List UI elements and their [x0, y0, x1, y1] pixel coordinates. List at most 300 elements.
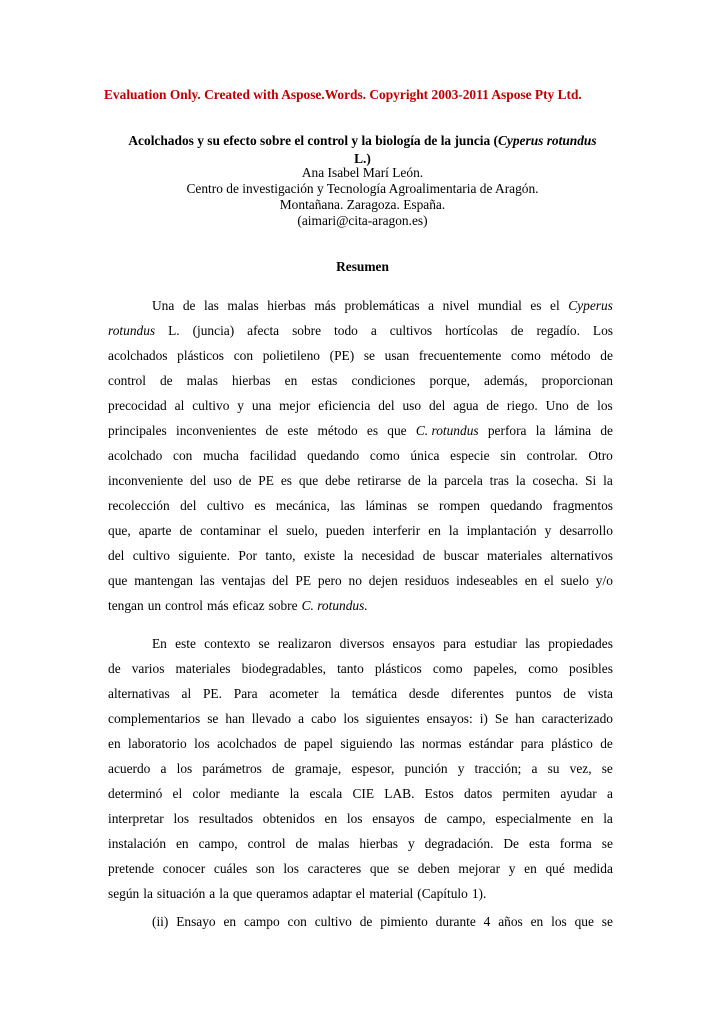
word: las	[525, 636, 540, 651]
word: se	[397, 861, 410, 876]
word: desarrollo	[559, 523, 613, 538]
word: los	[551, 914, 567, 929]
word: obtenidos	[262, 811, 315, 826]
word: de	[424, 811, 437, 826]
text-line	[108, 593, 613, 618]
word: (Capítulo	[417, 886, 468, 901]
word: años	[498, 914, 523, 929]
word: perfora	[487, 423, 527, 438]
word: diversos	[339, 636, 385, 651]
word: campo,	[446, 811, 486, 826]
word: adaptar	[312, 886, 352, 901]
word: Ensayo	[176, 914, 216, 929]
word: tracción;	[474, 761, 522, 776]
author-block	[100, 165, 625, 229]
author-email: (aimari@cita-aragon.es)	[297, 213, 428, 228]
word: sobre	[292, 323, 322, 338]
word: llevado	[251, 711, 292, 726]
word: papeles,	[473, 661, 518, 676]
word: escala	[309, 786, 343, 801]
word: existe	[303, 548, 336, 563]
word: punción	[404, 761, 448, 776]
word: mecánica,	[275, 498, 330, 513]
word: necesidad	[361, 548, 415, 563]
word: la	[289, 786, 300, 801]
word: Estos	[424, 786, 454, 801]
word: y	[237, 398, 244, 413]
evaluation-notice: Evaluation Only. Created with Aspose.Words. Copyright 2003-2011 Aspose Pty Ltd.	[104, 87, 582, 102]
word: durante	[435, 914, 476, 929]
word: especie	[450, 448, 490, 463]
word: posibles	[569, 661, 613, 676]
word: el	[550, 298, 560, 313]
word: acolchados	[217, 736, 277, 751]
word: las	[199, 573, 215, 588]
word: se	[207, 711, 219, 726]
word: y	[544, 523, 552, 538]
word: a	[531, 761, 538, 776]
word: situación	[156, 886, 206, 901]
word: interpretar	[108, 811, 164, 826]
word: método	[550, 348, 591, 363]
text-line	[108, 318, 613, 343]
word: de	[295, 836, 309, 851]
word: y	[508, 861, 516, 876]
word: la	[427, 473, 438, 488]
word: mucha	[203, 448, 239, 463]
text-line	[108, 681, 613, 706]
text-line	[108, 706, 613, 731]
text-line	[108, 468, 613, 493]
title-text: Acolchados y su efecto sobre el control y la biología de la juncia (	[128, 133, 498, 148]
word: lámina	[554, 423, 592, 438]
word: PE	[258, 473, 274, 488]
text-line	[108, 393, 613, 418]
word: parcela	[444, 473, 483, 488]
word: con	[173, 448, 193, 463]
word: plásticos	[374, 661, 422, 676]
text-line	[108, 443, 613, 468]
word: de	[422, 548, 436, 563]
word: han	[225, 711, 245, 726]
word: y	[407, 836, 415, 851]
word: los	[343, 711, 360, 726]
word: suelo	[560, 573, 589, 588]
word: son	[256, 861, 275, 876]
word: a	[607, 786, 613, 801]
word: acuerdo	[108, 761, 151, 776]
word: el	[544, 573, 554, 588]
word: del	[272, 573, 289, 588]
word: este	[175, 636, 196, 651]
word: afecta	[247, 323, 280, 338]
word: usan	[384, 348, 410, 363]
word: uso	[402, 398, 422, 413]
word: es	[530, 298, 542, 313]
word: un	[147, 598, 162, 613]
word: esta	[528, 836, 550, 851]
word: degradación.	[424, 836, 494, 851]
word: Uno	[545, 398, 569, 413]
word: han	[515, 711, 535, 726]
title-species: Cyperus rotundus	[497, 133, 597, 148]
word: del	[190, 473, 207, 488]
word: queramos	[256, 886, 309, 901]
word: PE	[295, 573, 312, 588]
word: agua	[453, 398, 479, 413]
word: mejorar	[458, 861, 501, 876]
word: hierbas	[231, 373, 271, 388]
word: (juncia)	[192, 323, 235, 338]
word: Para	[233, 686, 258, 701]
title-suffix: L.)	[354, 151, 371, 166]
word: hortícolas	[445, 323, 498, 338]
word: pero	[317, 573, 342, 588]
word: aparte	[138, 523, 172, 538]
word: C. rotundus.	[301, 598, 368, 613]
word: de	[576, 398, 590, 413]
word: varios	[131, 661, 165, 676]
word: espesor,	[351, 761, 395, 776]
word: las	[399, 736, 415, 751]
word: de	[600, 736, 613, 751]
word: en	[524, 861, 537, 876]
word: nivel	[442, 298, 470, 313]
word: fragmentos	[552, 498, 613, 513]
word: condiciones	[351, 373, 416, 388]
text-line	[108, 568, 613, 593]
word: en	[284, 373, 298, 388]
word: que	[232, 886, 253, 901]
word: se	[258, 636, 270, 651]
word: que	[387, 423, 407, 438]
word: como	[432, 661, 463, 676]
word: a	[428, 298, 435, 313]
word: en	[175, 836, 189, 851]
word: cultivo	[192, 398, 230, 413]
word: campo,	[198, 836, 238, 851]
word: ventajas	[221, 573, 266, 588]
word: residuos	[404, 573, 450, 588]
word: porque,	[429, 373, 470, 388]
word: quedando	[307, 448, 360, 463]
word: en	[580, 811, 594, 826]
word: normas	[422, 736, 462, 751]
word: la	[343, 548, 354, 563]
word: se	[601, 761, 613, 776]
word: acometer	[269, 686, 319, 701]
word: se	[601, 836, 613, 851]
author-institution: Centro de investigación y Tecnología Agroalimentaria de Aragón.	[186, 181, 539, 196]
word: tanto,	[265, 548, 296, 563]
word: materiales	[487, 548, 543, 563]
word: determinó	[108, 786, 163, 801]
word: como	[528, 661, 558, 676]
word: 1).	[471, 886, 487, 901]
word: este	[287, 423, 309, 438]
word: que	[574, 914, 594, 929]
word: L.	[168, 323, 180, 338]
word: del	[378, 398, 395, 413]
word: de	[271, 761, 285, 776]
word: precocidad	[108, 398, 167, 413]
word: riego.	[506, 398, 538, 413]
word: caracterizado	[541, 711, 613, 726]
word: cabo	[311, 711, 337, 726]
word: malas	[186, 373, 218, 388]
word: los	[597, 398, 613, 413]
word: cuáles	[213, 861, 248, 876]
word: de	[265, 423, 279, 438]
word: laboratorio	[128, 736, 187, 751]
word: de	[108, 661, 121, 676]
text-line	[108, 418, 613, 443]
word: conocer	[162, 861, 206, 876]
word: estas	[311, 373, 338, 388]
word: del	[180, 498, 197, 513]
word: los	[173, 811, 190, 826]
word: como	[511, 348, 541, 363]
word: se	[601, 914, 613, 929]
word: qué	[545, 861, 565, 876]
word: Se	[494, 711, 509, 726]
word: control	[165, 598, 204, 613]
word: indeseables	[456, 573, 518, 588]
word: eficiencia	[318, 398, 371, 413]
word: plásticos	[177, 348, 225, 363]
paragraph-2	[108, 631, 613, 906]
word: y	[457, 761, 465, 776]
paragraph-3	[108, 909, 613, 934]
word: de	[600, 423, 613, 438]
text-line	[108, 856, 613, 881]
text-line	[108, 493, 613, 518]
word: en	[530, 914, 544, 929]
word: la	[603, 811, 613, 826]
text-line	[108, 881, 613, 906]
word: quedando	[490, 498, 543, 513]
word: de	[600, 348, 613, 363]
word: en	[524, 573, 538, 588]
word: Si	[585, 473, 597, 488]
word: sin	[500, 448, 516, 463]
word: acolchados	[108, 348, 168, 363]
word: más	[207, 598, 229, 613]
word: estudiar	[474, 636, 517, 651]
word: se	[363, 348, 375, 363]
word: los	[194, 736, 210, 751]
word: puntos	[515, 686, 552, 701]
word: la	[535, 423, 546, 438]
word: problemáticas	[344, 298, 420, 313]
word: desde	[408, 686, 440, 701]
word: malas	[318, 836, 350, 851]
word: propiedades	[548, 636, 613, 651]
word: de	[283, 736, 297, 751]
word: el	[172, 786, 183, 801]
text-line	[108, 656, 613, 681]
word: con	[233, 348, 254, 363]
word: en	[428, 523, 441, 538]
word: tanto	[337, 661, 364, 676]
word: siguientes	[366, 711, 420, 726]
word: ensayos:	[426, 711, 473, 726]
word: gramaje,	[294, 761, 342, 776]
word: acolchado	[108, 448, 163, 463]
text-line	[108, 806, 613, 831]
word: de	[486, 398, 499, 413]
word: única	[410, 448, 440, 463]
word: eficaz	[232, 598, 265, 613]
text-line	[108, 831, 613, 856]
word: a	[298, 711, 305, 726]
word: vista	[587, 686, 613, 701]
word: ensayos	[392, 636, 435, 651]
word: medida	[573, 861, 613, 876]
word: LAB.	[384, 786, 415, 801]
word: De	[503, 836, 520, 851]
word: pretende	[108, 861, 155, 876]
word: para	[443, 636, 467, 651]
word: mejor	[279, 398, 311, 413]
word: resultados	[198, 811, 254, 826]
word: 4	[483, 914, 491, 929]
word: Cyperus	[568, 298, 613, 313]
word: al	[174, 398, 185, 413]
word: tras	[489, 473, 510, 488]
word: papel	[303, 736, 333, 751]
word: Una	[152, 298, 175, 313]
text-line	[108, 909, 613, 934]
word: hierbas	[267, 298, 306, 313]
word: hierbas	[359, 836, 398, 851]
word: control	[108, 373, 146, 388]
word: inconvenientes	[175, 423, 257, 438]
word: los	[283, 861, 299, 876]
word: es	[280, 473, 292, 488]
word: deben	[417, 861, 450, 876]
word: controlar.	[526, 448, 578, 463]
word: polietileno	[262, 348, 320, 363]
word: rompen	[439, 498, 480, 513]
word: especialmente	[495, 811, 572, 826]
word: malas	[227, 298, 259, 313]
word: ayudar	[560, 786, 597, 801]
text-line	[108, 543, 613, 568]
word: Otro	[588, 448, 613, 463]
word: una	[251, 398, 272, 413]
word: cultivo	[132, 548, 170, 563]
word: dejen	[368, 573, 398, 588]
word: mantengan	[134, 573, 193, 588]
word: ensayos	[372, 811, 415, 826]
word: biodegradables,	[241, 661, 326, 676]
word: color	[192, 786, 220, 801]
word: plástico	[551, 736, 593, 751]
word: CIE	[352, 786, 375, 801]
word: cultivo	[314, 914, 352, 929]
author-location: Montañana. Zaragoza. España.	[279, 197, 446, 212]
word: la	[330, 686, 340, 701]
word: la	[515, 473, 526, 488]
text-line	[108, 781, 613, 806]
word: según	[108, 886, 140, 901]
word: de	[238, 473, 252, 488]
word: los	[346, 811, 363, 826]
word: material	[369, 886, 414, 901]
word: de	[179, 523, 193, 538]
section-heading: Resumen	[336, 259, 389, 274]
word: rotundus	[108, 323, 156, 338]
word: vez,	[569, 761, 592, 776]
word: caracteres	[307, 861, 362, 876]
word: suelo,	[286, 523, 318, 538]
word: del	[428, 398, 446, 413]
text-line	[108, 756, 613, 781]
text-line	[108, 293, 613, 318]
word: cosecha.	[532, 473, 579, 488]
word: cultivo	[206, 498, 245, 513]
word: para	[520, 736, 544, 751]
word: (PE)	[329, 348, 355, 363]
word: de	[408, 473, 421, 488]
text-line	[108, 518, 613, 543]
word: su	[547, 761, 560, 776]
word: a	[209, 886, 216, 901]
word: campo	[243, 914, 280, 929]
word: además,	[484, 373, 528, 388]
word: de	[359, 914, 373, 929]
word: i)	[479, 711, 488, 726]
word: permiten	[502, 786, 551, 801]
word: Los	[592, 323, 613, 338]
word: estándar	[468, 736, 514, 751]
word: retirarse	[357, 473, 402, 488]
word: materiales	[175, 661, 231, 676]
paragraph-1	[108, 293, 613, 618]
word: y/o	[595, 573, 613, 588]
word: uso	[213, 473, 232, 488]
word: en	[324, 811, 338, 826]
word: la	[143, 886, 153, 901]
word: inconveniente	[108, 473, 184, 488]
word: alternativos	[550, 548, 613, 563]
word: temática	[351, 686, 398, 701]
word: pimiento	[380, 914, 428, 929]
word: interferir	[372, 523, 421, 538]
word: proporcionan	[541, 373, 613, 388]
word: siguiendo	[340, 736, 393, 751]
word: la	[219, 886, 229, 901]
word: forma	[559, 836, 592, 851]
word: es	[366, 423, 379, 438]
word: control	[247, 836, 286, 851]
author-name: Ana Isabel Marí León.	[301, 165, 424, 180]
word: con	[287, 914, 307, 929]
word: pueden	[325, 523, 365, 538]
word: mundial	[477, 298, 522, 313]
word: complementarios	[108, 711, 201, 726]
word: el	[355, 886, 366, 901]
word: frecuentemente	[418, 348, 502, 363]
word: en	[223, 914, 237, 929]
word: siguiente.	[178, 548, 231, 563]
word: que	[108, 573, 128, 588]
word: diferentes	[451, 686, 504, 701]
word: alternativas	[108, 686, 170, 701]
word: a	[160, 761, 167, 776]
word: recolección	[108, 498, 170, 513]
